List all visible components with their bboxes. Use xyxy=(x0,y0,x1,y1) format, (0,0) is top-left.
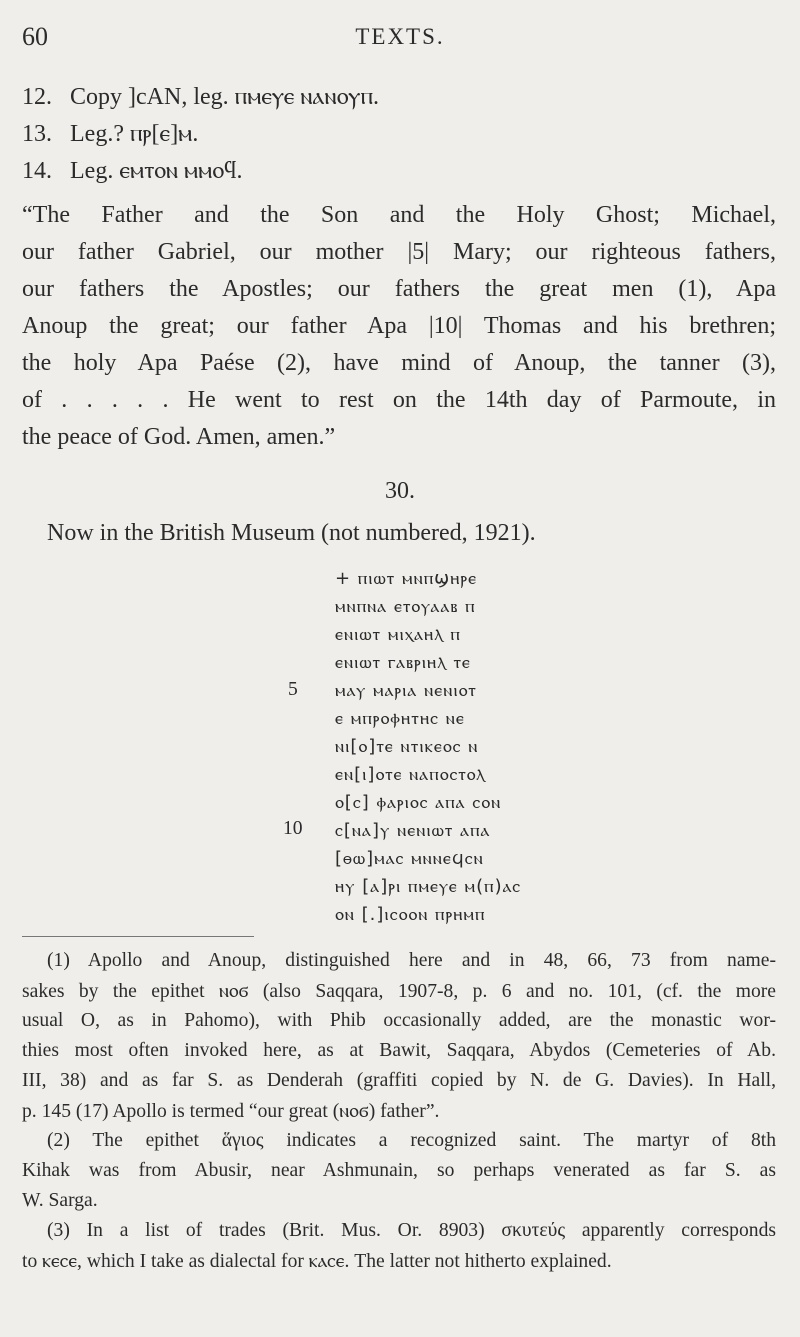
footnote-line: sakes by the epithet ⲛⲟϭ (also Saqqara, 1907-8, p. 6 and no. 101, (cf. the more xyxy=(22,981,776,1002)
footnote-rule xyxy=(22,936,254,937)
coptic-line: + ⲡⲓⲱⲧ ⲙⲛⲡϣⲏⲣⲉ xyxy=(335,568,478,589)
coptic-line: ⲟⲛ [.]ⲓⲥⲟⲟⲛ ⲡⲣⲏⲙⲡ xyxy=(335,904,486,925)
coptic-line: [ⲑⲱ]ⲙⲁⲥ ⲙⲛⲛⲉϥⲥⲛ xyxy=(335,848,484,869)
coptic-line: ⲙⲁⲩ ⲙⲁⲣⲓⲁ ⲛⲉⲛⲓⲟⲧ xyxy=(335,680,477,701)
translation-line-1: “The Father and the Son and the Holy Ghost; Michael, xyxy=(22,202,776,228)
translation-line-5: the holy Apa Paése (2), have mind of Anoup, the tanner (3), xyxy=(22,350,776,376)
coptic-line: ⲛⲓ[ⲟ]ⲧⲉ ⲛⲧⲓⲕⲉⲟⲥ ⲛ xyxy=(335,736,479,757)
footnote-line: (3) In a list of trades (Brit. Mus. Or. 8903) σκυτεύς apparently corresponds xyxy=(47,1220,776,1241)
section-number: 30. xyxy=(385,478,415,504)
note-14: 14. Leg. ⲉⲙⲧⲟⲛ ⲙⲙⲟϥ. xyxy=(22,158,243,184)
note-13: 13. Leg.? ⲡⲣ[ⲉ]ⲙ. xyxy=(22,121,199,147)
coptic-line: ⲏⲩ [ⲁ]ⲣⲓ ⲡⲙⲉⲩⲉ ⲙ(ⲡ)ⲁⲥ xyxy=(335,876,522,897)
translation-line-7: the peace of God. Amen, amen.” xyxy=(22,424,336,450)
footnote-line: p. 145 (17) Apollo is termed “our great (ⲛⲟϭ) father”. xyxy=(22,1101,440,1122)
coptic-line: ⲉⲛⲓⲱⲧ ⲙⲓⲭⲁⲏⲗ ⲡ xyxy=(335,624,461,645)
note-12: 12. Copy ]cAN, leg. ⲡⲙⲉⲩⲉ ⲛⲁⲛⲟⲩⲡ. xyxy=(22,84,380,110)
page-number: 60 xyxy=(22,22,48,51)
coptic-line: ⲙⲛⲡⲛⲁ ⲉⲧⲟⲩⲁⲁⲃ ⲡ xyxy=(335,596,476,617)
translation-line-3: our fathers the Apostles; our fathers the great men (1), Apa xyxy=(22,276,776,302)
section-heading: Now in the British Museum (not numbered, 1921). xyxy=(47,520,536,546)
coptic-line: ⲉⲛⲓⲱⲧ ⲅⲁⲃⲣⲓⲏⲗ ⲧⲉ xyxy=(335,652,471,673)
coptic-line: ⲉⲛ[ⲓ]ⲟⲧⲉ ⲛⲁⲡⲟⲥⲧⲟⲗ xyxy=(335,764,486,785)
footnote-line: (2) The epithet ἅγιος indicates a recognized saint. The martyr of 8th xyxy=(47,1130,776,1151)
coptic-line: ⲟ[ⲥ] ⲫⲁⲣⲓⲟⲥ ⲁⲡⲁ ⲥⲟⲛ xyxy=(335,792,502,813)
footnote-line: usual O, as in Pahomo), with Phib occasionally added, are the monastic wor- xyxy=(22,1010,776,1031)
coptic-line: ⲉ ⲙⲡⲣⲟⲫⲏⲧⲏⲥ ⲛⲉ xyxy=(335,708,465,729)
translation-line-2: our father Gabriel, our mother |5| Mary; our righteous fathers, xyxy=(22,239,776,265)
footnote-line: W. Sarga. xyxy=(22,1190,98,1211)
translation-line-6: of . . . . . He went to rest on the 14th day of Parmoute, in xyxy=(22,387,776,413)
footnote-line: thies most often invoked here, as at Bawit, Saqqara, Abydos (Cemeteries of Ab. xyxy=(22,1040,776,1061)
running-title: TEXTS. xyxy=(355,24,445,49)
page-header xyxy=(0,22,800,62)
footnote-line: to ⲕⲉⲥⲉ, which I take as dialectal for ⲕⲁⲥⲉ. The latter not hitherto explained. xyxy=(22,1251,612,1272)
translation-line-4: Anoup the great; our father Apa |10| Thomas and his brethren; xyxy=(22,313,776,339)
footnote-line: (1) Apollo and Anoup, distinguished here and in 48, 66, 73 from name- xyxy=(47,950,776,971)
coptic-line-number: 10 xyxy=(283,818,303,839)
coptic-line-number: 5 xyxy=(288,679,298,700)
footnote-line: Kihak was from Abusir, near Ashmunain, so perhaps venerated as far S. as xyxy=(22,1160,776,1181)
footnote-line: III, 38) and as far S. as Denderah (graffiti copied by N. de G. Davies). In Hall, xyxy=(22,1070,776,1091)
coptic-line: ⲥ[ⲛⲁ]ⲩ ⲛⲉⲛⲓⲱⲧ ⲁⲡⲁ xyxy=(335,820,491,841)
